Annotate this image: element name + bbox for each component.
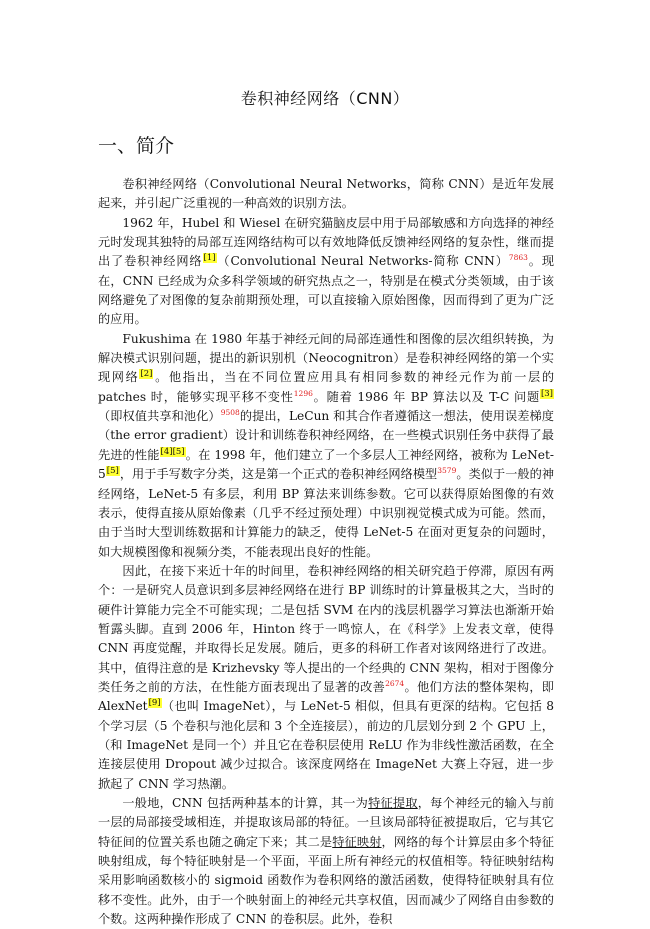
underlined-term: 特征提取 [368,796,418,810]
reference-link[interactable]: [9] [148,698,161,709]
citation-count: 1296 [293,388,313,398]
reference-link[interactable]: [3] [540,388,553,399]
reference-link[interactable]: [2] [140,369,153,380]
paragraph-1: 卷积神经网络（Convolutional Neural Networks，简称 CNN）是近年发展起来，并引起广泛重视的一种高效的识别方法。 [98,177,554,211]
paragraph-3: Fukushima 在 1980 年基于神经元间的局部连通性和图像的层次组织转换，为解决模式识别问题，提出的新识别机（Neocognitron）是卷积神经网络的第一个实现网络[2]。他指出，当在不同位置应用具有相同参数的神经元作为前一层的 patches 时，能够实现平移不变性$^{1296}$。随着 1986 年 BP 算法以及 T-C 问题[3]（即权值共享和池化）$^{9508}$的提出，LeCun 和其合作者遵循这一想法，使用误差梯度（the error gradient）设计和训练卷积神经网络，在一些模式识别任务中获得了最先进的性能[4][5]。在 1998 年，他们建立了一个多层人工神经网络，被称为 LeNet-5[5]，用于手写数字分类，这是第一个正式的卷积神经网络模型$^{3579}$。类似于一般的神经网络，LeNet-5 有多层，利用 BP 算法来训练参数。它可以获得原始图像的有效表示，使得直接从原始像素（几乎不经过预处理）中识别视觉模式成为可能。然而，由于当时大型训练数据和计算能力的缺乏，使得 LeNet-5 在面对更复杂的问题时，如大规模图像和视频分类，不能表现出良好的性能。 [98,331,555,559]
citation-count: 9508 [220,408,240,418]
underlined-term: 特征映射 [332,834,382,849]
paragraph-4: 因此，在接下来近十年的时间里，卷积神经网络的相关研究趋于停滞，原因有两个：一是研究人员意识到多层神经网络在进行 BP 训练时的计算量极其之大，当时的硬件计算能力完全不可能实现；二是包括 SVM 在内的浅层机器学习算法也渐渐开始暂露头脚。直到 2006 年，Hinton 终于一鸣惊人，在《科学》上发表文章，使得 CNN 再度觉醒，并取得长足发展。随后，更多的科研工作者对该网络进行了改进。其中，值得注意的是 Krizhevsky 等人提出的一个经典的 CNN 架构，相对于图像分类任务之前的方法，在性能方面表现出了显著的改善$^{2674}$。他们方法的整体架构，即 AlexNet[9]（也叫 ImageNet），与 LeNet-5 相似，但具有更深的结构。它包括 8 个学习层（5 个卷积与池化层和 3 个全连接层），前边的几层划分到 2 个 GPU 上，（和 ImageNet 是同一个）并且它在卷积层使用 ReLU 作为非线性激活函数，在全连接层使用 Dropout 减少过拟合。该深度网络在 ImageNet 大赛上夺冠，进一步掀起了 CNN 学习热潮。 [98,563,554,791]
reference-link[interactable]: [4][5] [160,446,185,457]
reference-link[interactable]: [5] [106,466,119,477]
section-heading: 一、简介 [98,135,175,157]
citation-count: 3579 [437,466,457,476]
reference-link[interactable]: [1] [203,253,216,264]
citation-count: 2674 [385,678,405,688]
citation-count: 7863 [508,253,528,263]
paragraph-2: 1962 年，Hubel 和 Wiesel 在研究猫脑皮层中用于局部敏感和方向选择的神经元时发现其独特的局部互连网络结构可以有效地降低反馈神经网络的复杂性，继而提出了卷积神经网络[1]（Convolutional Neural Networks-简称 CNN）$^{7863}$。现在，CNN 已经成为众多科学领域的研究热点之一，特别是在模式分类领域，由于该网络避免了对图像的复杂前期预处理，可以直接输入原始图像，因而得到了更为广泛的应用。 [98,215,555,327]
document-title: 卷积神经网络（CNN） [240,89,410,108]
paragraph-5: 一般地，CNN 包括两种基本的计算，其一为特征提取，每个神经元的输入与前一层的局部接受域相连，并提取该局部的特征。一旦该局部特征被提取后，它与其它特征间的位置关系也随之确定下来；其二是特征映射，网络的每个计算层由多个特征映射组成，每个特征映射是一个平面，平面上所有神经元的权值相等。特征映射结构采用影响函数核小的 sigmoid 函数作为卷积网络的激活函数，使得特征映射具有位移不变性。此外，由于一个映射面上的神经元共享权值，因而减少了网络自由参数的个数。这两种操作形成了 CNN 的卷积层。此外，卷积 [98,796,555,927]
body-text [98,175,554,929]
